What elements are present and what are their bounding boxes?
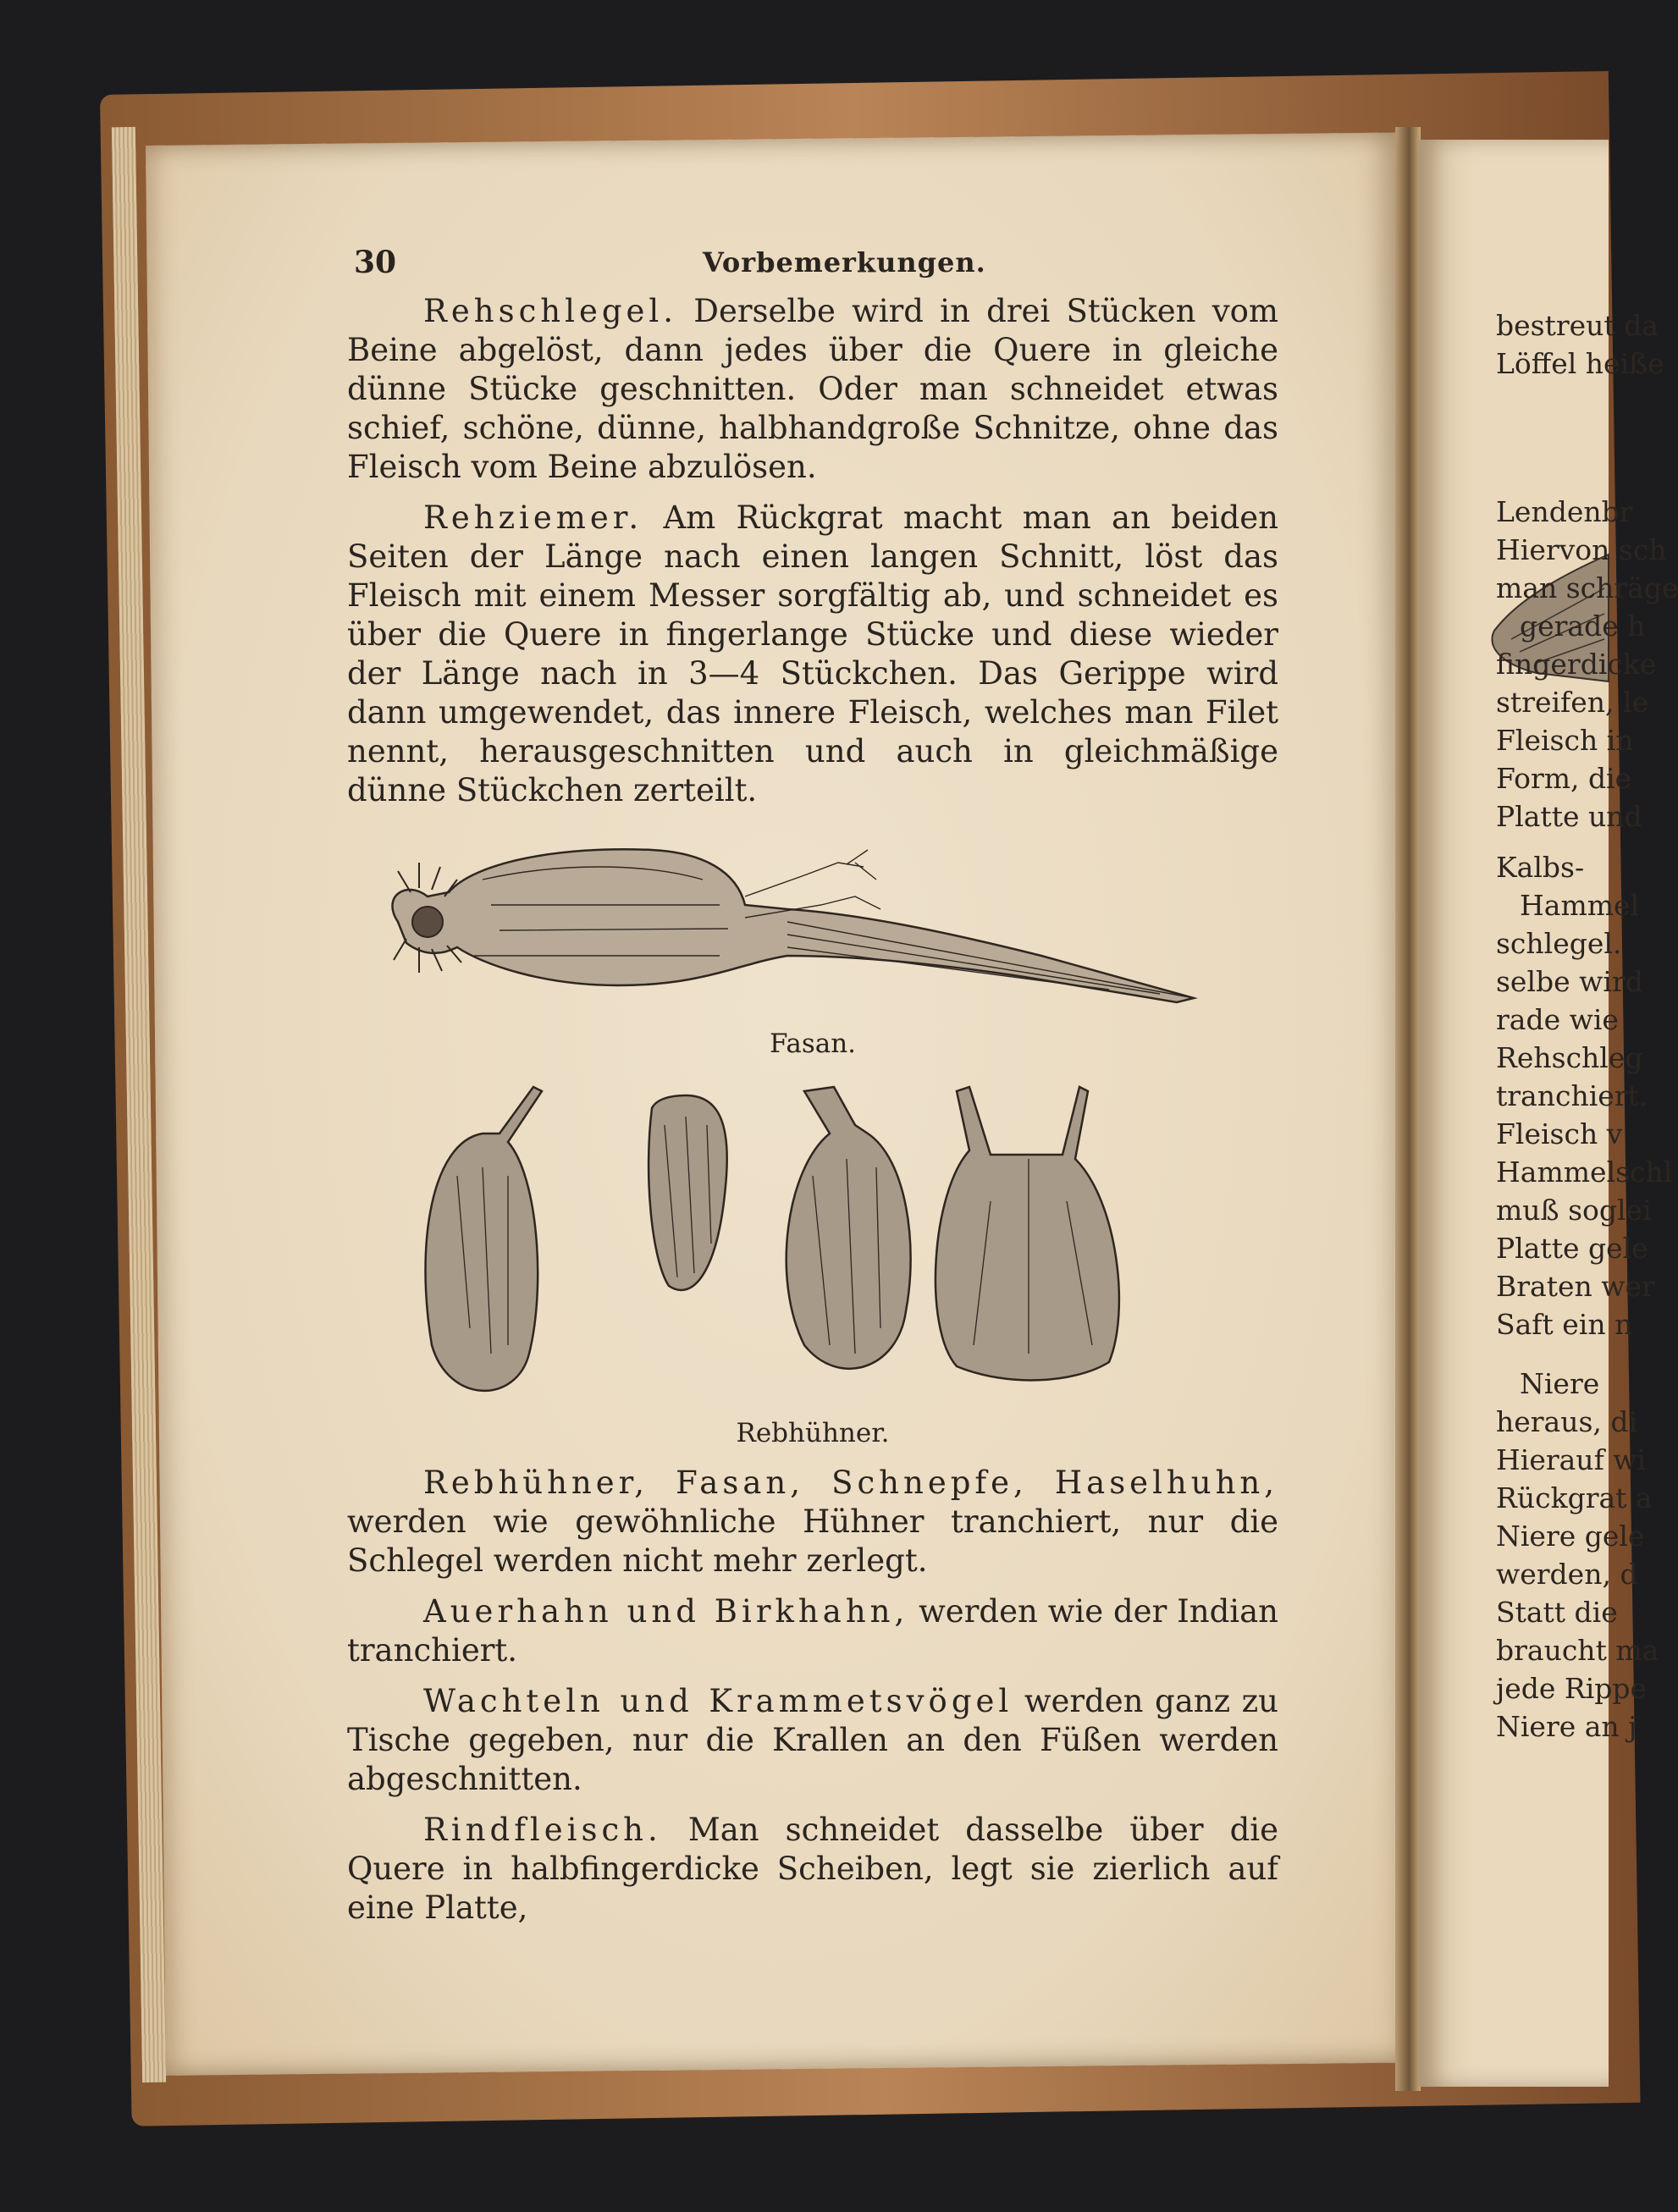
paragraph-term: Rebhühner, Fasan, Schnepfe, Haselhuhn,: [423, 1465, 1278, 1501]
figure-caption-fasan: Fasan.: [769, 1029, 857, 1059]
right-page-line: bestreut da: [1496, 309, 1659, 342]
paragraph-text: Man schneidet dasselbe über die Quere in halbfingerdicke Scheiben, legt sie zierlich auf eine Platte,: [347, 1812, 1278, 1926]
paragraph-term: Rehschlegel.: [423, 293, 678, 329]
right-page-line: rade wie: [1496, 1003, 1619, 1036]
right-page-line: Löffel heiße: [1496, 347, 1664, 380]
page-number: 30: [354, 245, 397, 280]
right-page-line: Braten wer: [1496, 1270, 1655, 1303]
figure-caption-rebhuehner: Rebhühner.: [736, 1418, 890, 1448]
right-page-line: Rückgrat a: [1496, 1481, 1653, 1514]
left-page-content: [347, 241, 1278, 1939]
paragraph-auerhahn: [347, 1592, 1278, 1670]
right-page-line: Hierauf wi: [1496, 1443, 1647, 1476]
paragraph-rebhuehner: [347, 1464, 1278, 1580]
right-page-line: man schräge: [1496, 571, 1678, 604]
right-page-line: Lendenbr: [1496, 495, 1633, 528]
book-gutter: [1395, 127, 1421, 2091]
right-page-line: selbe wird: [1496, 965, 1643, 998]
paragraph-rindfleisch: [347, 1811, 1278, 1928]
right-page-line: werden, d: [1496, 1558, 1638, 1591]
paragraph-text: werden wie gewöhnliche Hühner tranchiert, nur die Schlegel werden nicht mehr zerlegt.: [347, 1503, 1278, 1579]
paragraph-term: Auerhahn und Birkhahn,: [423, 1593, 909, 1630]
right-page-line: Platte gele: [1496, 1232, 1648, 1265]
paragraph-text: Derselbe wird in drei Stücken vom Beine abgelöst, dann jedes über die Quere in gleiche dünne Stücke geschnitten. Oder man schneidet etwas schief, schöne, dünne, halbhandgroße Schnitze, ohne das Fleisch vom Beine abzulösen.: [347, 293, 1278, 485]
right-page-line: tranchiert.: [1496, 1079, 1648, 1112]
right-page-line: gerade h: [1520, 610, 1646, 643]
right-page-line: Niere an j: [1496, 1710, 1637, 1743]
right-page-line: heraus, di: [1496, 1405, 1638, 1438]
right-page-line: Fleisch v: [1496, 1117, 1623, 1150]
paragraph-text: werden ganz zu Tische gegeben, nur die Krallen an den Füßen werden abgeschnitten.: [347, 1683, 1279, 1797]
right-page-line: Fleisch in: [1496, 724, 1634, 757]
right-page-line: Saft ein n: [1496, 1308, 1633, 1341]
right-page-line: Hiervon sch: [1496, 533, 1667, 566]
paragraph-term: Wachteln und Krammetsvögel: [423, 1683, 1013, 1719]
right-page-line: braucht ma: [1496, 1634, 1659, 1667]
right-page-line: muß soglei: [1496, 1194, 1652, 1227]
right-page-line: Rehschleg: [1496, 1041, 1643, 1074]
pheasant-illustration: [347, 829, 1278, 1023]
right-page-line: jede Rippe: [1496, 1672, 1648, 1705]
right-page-line: fingerdicke: [1496, 648, 1657, 681]
right-page-line: Hammel: [1520, 889, 1640, 922]
right-page-line: Kalbs-: [1496, 851, 1585, 884]
paragraph-term: Rindfleisch.: [423, 1812, 662, 1848]
right-page-line: Statt die: [1496, 1596, 1618, 1629]
running-title: Vorbemerkungen.: [703, 246, 986, 279]
paragraph-term: Rehziemer.: [423, 499, 643, 536]
right-page-line: Form, die: [1496, 762, 1632, 795]
paragraph-text: werden wie der Indian tranchiert.: [347, 1593, 1278, 1669]
right-page-line: Niere gele: [1496, 1520, 1645, 1553]
paragraph-wachteln: [347, 1682, 1278, 1799]
paragraph-rehschlegel: [347, 292, 1278, 487]
right-page-line: schlegel.: [1496, 927, 1622, 960]
page-header: [347, 241, 1278, 292]
partridge-illustration: [347, 1074, 1278, 1413]
paragraph-rehziemer: [347, 499, 1278, 810]
paragraph-text: Am Rückgrat macht man an beiden Seiten der Länge nach einen langen Schnitt, löst das Fleisch mit einem Messer sorgfältig ab, und schneidet es über die Quere in fingerlange Stücke und diese wieder der Länge nach in 3—4 Stückchen. Das Gerippe wird dann umgewendet, das innere Fleisch, welches man Filet nennt, herausgeschnitten und auch in gleichmäßige dünne Stückchen zerteilt.: [347, 499, 1278, 808]
right-page-line: Hammelschl: [1496, 1156, 1673, 1189]
right-page-line: Niere: [1520, 1367, 1600, 1400]
right-page-line: Platte und: [1496, 800, 1642, 833]
right-page-line: streifen, le: [1496, 686, 1649, 719]
right-page: [1418, 140, 1678, 2087]
